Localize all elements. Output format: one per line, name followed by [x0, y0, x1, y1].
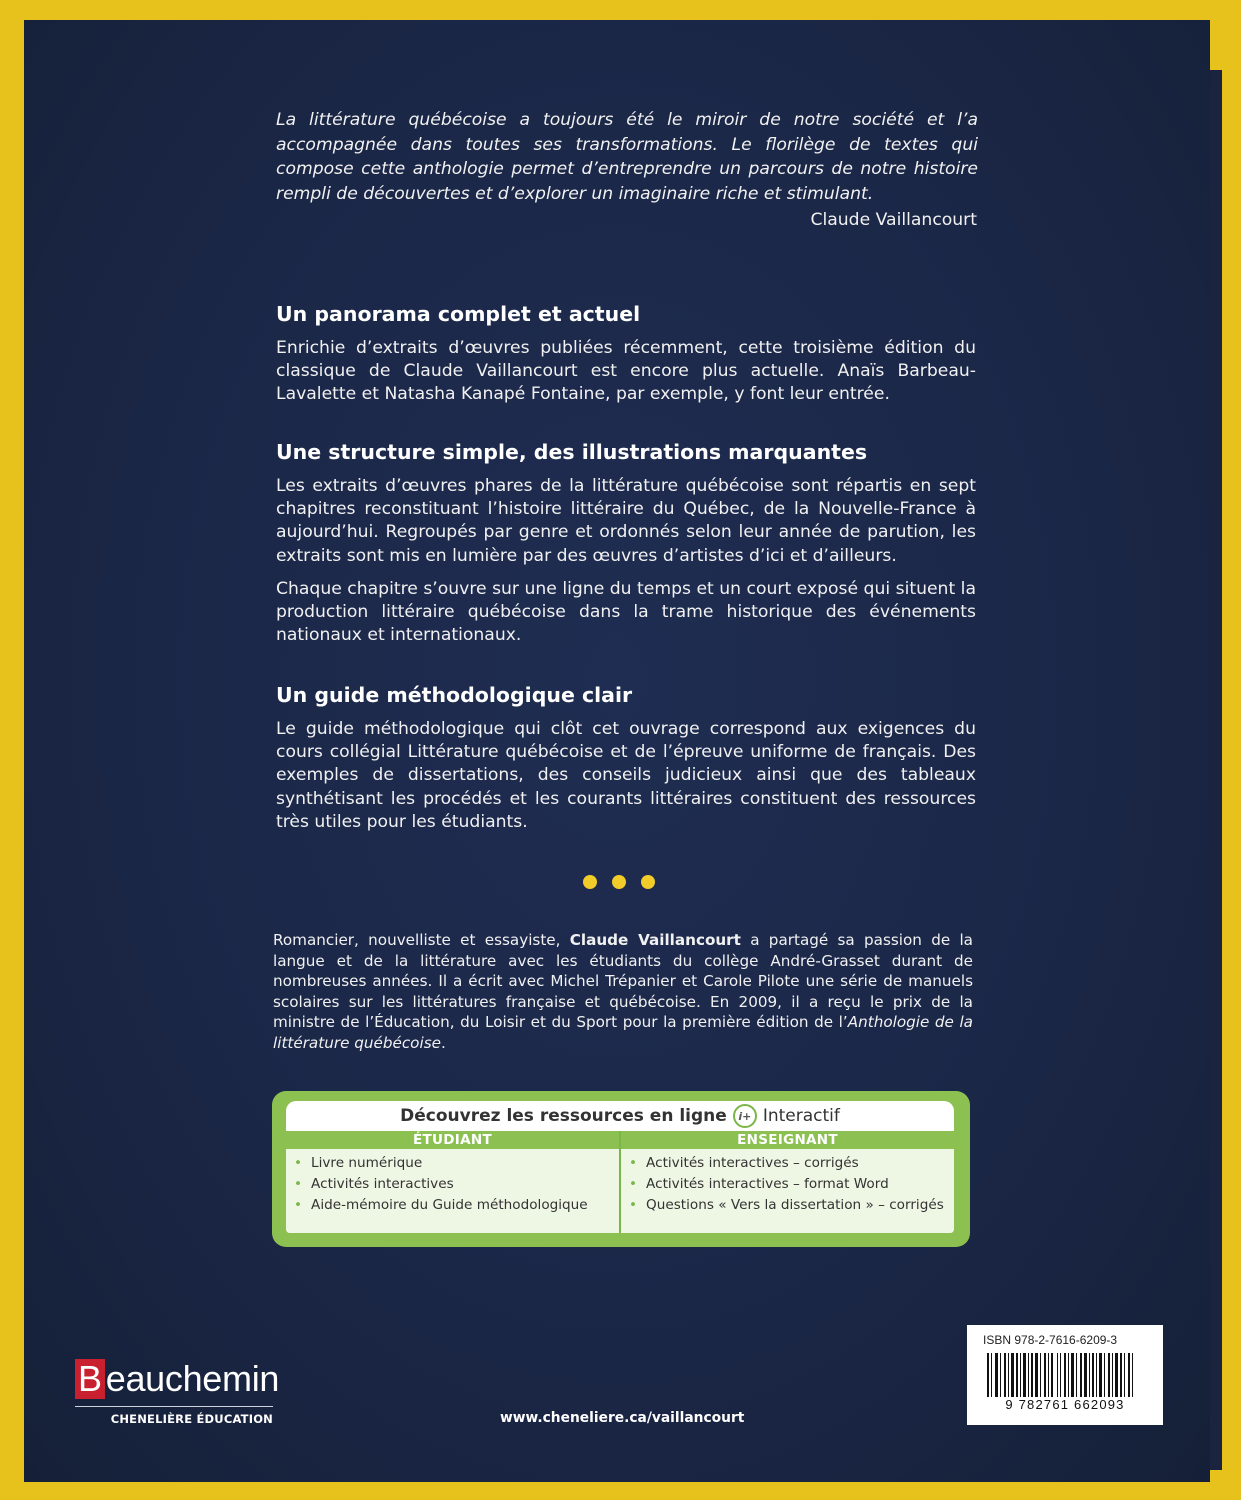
bio-end: . — [440, 1033, 446, 1052]
resources-title-text: Découvrez les ressources en ligne — [400, 1106, 727, 1126]
isbn-label: ISBN 978-2-7616-6209-3 — [983, 1333, 1118, 1347]
section-guide — [276, 683, 976, 844]
student-column — [286, 1131, 619, 1233]
dot-icon — [583, 875, 597, 889]
bio-book-title: Anthologie de la littérature québécoise — [273, 1013, 973, 1052]
teacher-items — [621, 1149, 954, 1233]
barcode-number: 9 782761 662093 — [1005, 1397, 1125, 1412]
resources-columns — [286, 1131, 954, 1233]
publisher-wordmark — [75, 1358, 279, 1400]
author-bio — [273, 930, 973, 1054]
publisher-initial: B — [75, 1359, 105, 1399]
list-item: • Livre numérique — [294, 1153, 619, 1174]
student-items — [286, 1149, 619, 1233]
bio-body: a partagé sa passion de la langue et de la littérature avec les étudiants du collège André-Grasset durant de nombreuses années. Il a écrit avec Michel Trépanier et Carole Pilote une série de manuels scolaires sur les littératures française et québécoise. En 2009, il a reçu le prix de la ministre de l’Éducation, du Loisir et du Sport pour la première édition de l’ — [273, 931, 973, 1032]
cover-quote: La littérature québécoise a toujours été le miroir de notre société et l’a accompagnée dans toutes ses transformations. Le florilège de textes qui compose cette anthologie permet d’entreprendre un parcours de notre histoire rempli de découvertes et d’explorer un imaginaire riche et stimulant. — [276, 110, 978, 204]
barcode-bars — [977, 1353, 1153, 1397]
logo-divider — [75, 1406, 273, 1407]
publisher-url[interactable]: www.cheneliere.ca/vaillancourt — [500, 1410, 745, 1426]
bio-lead: Romancier, nouvelliste et essayiste, — [273, 931, 570, 949]
interactive-plus-icon: i+ — [733, 1104, 757, 1128]
section-paragraph: Enrichie d’extraits d’œuvres publiées récemment, cette troisième édition du classique de Claude Vaillancourt est encore plus actuelle. Anaïs Barbeau-Lavalette et Natasha Kanapé Fontaine, par exemple, y font leur entrée. — [276, 338, 976, 405]
bio-author-name: Claude Vaillancourt — [569, 931, 741, 949]
list-item: • Questions « Vers la dissertation » – corrigés — [629, 1195, 954, 1216]
quote-author: Claude Vaillancourt — [810, 210, 977, 230]
publisher-logo — [75, 1358, 279, 1426]
section-title: Une structure simple, des illustrations marquantes — [276, 440, 868, 464]
list-item: • Activités interactives – format Word — [629, 1174, 954, 1195]
student-header: ÉTUDIANT — [286, 1131, 619, 1149]
list-item: • Activités interactives — [294, 1174, 619, 1195]
publisher-imprint: CHENELIÈRE ÉDUCATION — [110, 1412, 273, 1426]
section-paragraph: Les extraits d’œuvres phares de la littérature québécoise sont répartis en sept chapitres reconstituant l’histoire littéraire du Québec, de la Nouvelle-France à aujourd’hui. Regroupés par genre et ordonnés selon leur année de parution, les extraits sont mis en lumière par des œuvres d’artistes d’ici et d’ailleurs. — [276, 476, 976, 566]
cover-edge — [1210, 70, 1222, 1470]
section-paragraph: Chaque chapitre s’ouvre sur une ligne du temps et un court exposé qui situent la production littéraire québécoise dans la trame historique des événements nationaux et internationaux. — [276, 578, 976, 646]
section-panorama — [276, 302, 976, 417]
isbn-barcode — [967, 1325, 1163, 1425]
section-structure — [276, 440, 976, 657]
online-resources-box — [272, 1091, 970, 1247]
dot-icon — [612, 875, 626, 889]
online-resources-panel — [286, 1101, 954, 1233]
publisher-name-rest: eauchemin — [105, 1358, 280, 1399]
section-paragraph: Le guide méthodologique qui clôt cet ouvrage correspond aux exigences du cours collégial Littérature québécoise et de l’épreuve uniforme de français. Des exemples de dissertations, des conseils judicieux ainsi que des tableaux synthétisant les procédés et les courants littéraires constituent des ressources très utiles pour les étudiants. — [276, 719, 976, 832]
list-item: • Activités interactives – corrigés — [629, 1153, 954, 1174]
list-item: • Aide-mémoire du Guide méthodologique — [294, 1195, 619, 1216]
resources-title — [286, 1101, 954, 1131]
separator-dots — [583, 875, 655, 889]
teacher-column — [619, 1131, 954, 1233]
section-title: Un guide méthodologique clair — [276, 683, 633, 707]
section-title: Un panorama complet et actuel — [276, 302, 641, 326]
teacher-header: ENSEIGNANT — [621, 1131, 954, 1149]
resources-interactif-label: Interactif — [762, 1106, 840, 1126]
dot-icon — [641, 875, 655, 889]
